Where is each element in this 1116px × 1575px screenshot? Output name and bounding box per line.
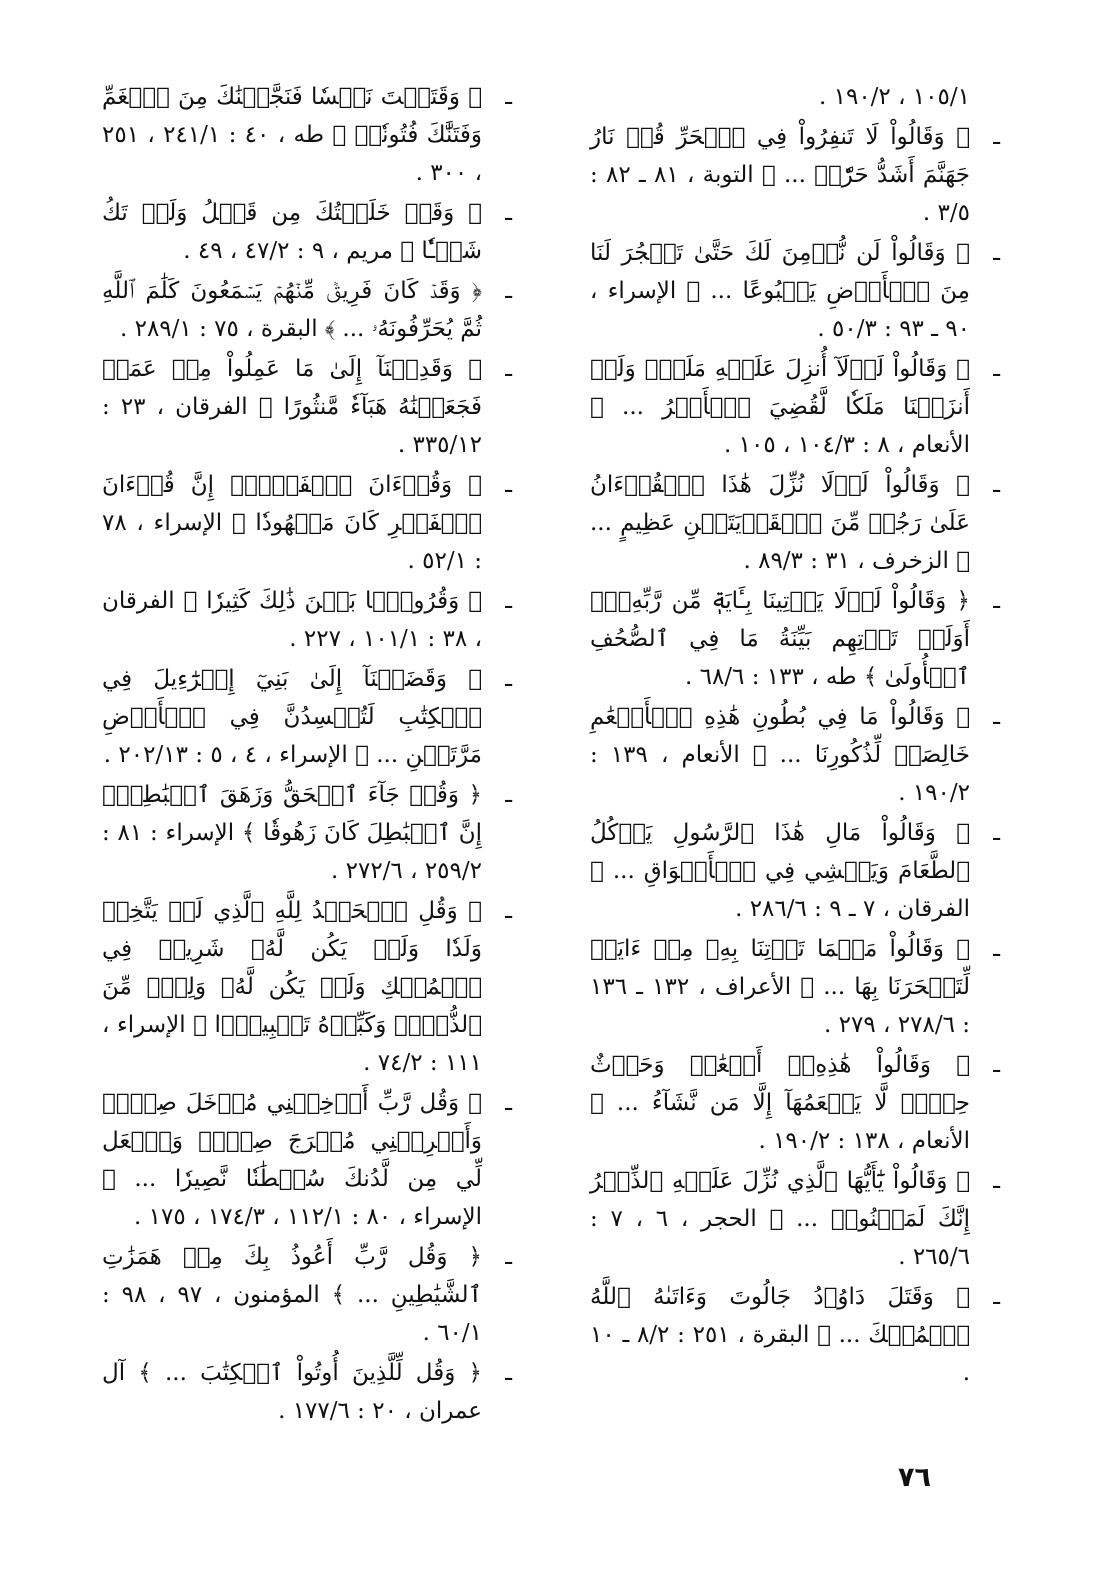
index-entry: ـ ﴿ وَقَدۡ كَانَ فَرِيقٞ مِّنۡهُمۡ يَسۡمَعُونَ كَلَٰمَ ٱللَّهِ ثُمَّ يُحَرِّفُونَهُۥ ... ﴾ البقرة ، ٧٥ : ٢٨٩/١ . bbox=[102, 278, 512, 342]
entry-text: ﴿ وَقُل رَّبِّ أَعُوذُ بِكَ مِنۡ هَمَزَٰتِ ٱلشَّيَٰطِينِ ... ﴾ المؤمنون ، ٩٧ ، ٩٨ : ٦٠/١ . bbox=[102, 1244, 482, 1346]
index-entry: ـ ﴿ وَقَالُواْ لَوۡلَا يَأۡتِينَا بِـَٔايَةٖ مِّن رَّبِّهِۦٓۚ أَوَلَمۡ تَأۡتِهِم بَيِّنَةُ مَا فِي ٱلصُّحُفِ ٱلۡأُولَىٰ ﴾ طه ، ١٣٣ : ٦٨/٦ . bbox=[590, 588, 1000, 690]
entry-text: ﴿ وَقَالُواْ مَهۡمَا تَأۡتِنَا بِهِۦ مِنۡ ءَايَةٖ لِّتَسۡحَرَنَا بِهَا ... ﴾ الأعراف ، ١٣٢ ـ ١٣٦ : ٢٧٨/٦ ، ٢٧٩ . bbox=[590, 936, 970, 1038]
entry-text: ﴿ وَقَدِمۡنَآ إِلَىٰ مَا عَمِلُواْ مِنۡ عَمَلٖ فَجَعَلۡنَٰهُ هَبَآءٗ مَّنثُورًا ﴾ الفرقان ، ٢٣ : ٣٣٥/١٢ . bbox=[102, 356, 482, 458]
entry-text: ﴿ وَقَالُواْ لَوۡلَا نُزِّلَ هَٰذَا ٱلۡقُرۡءَانُ عَلَىٰ رَجُلٖ مِّنَ ٱلۡقَرۡيَتَيۡنِ عَظِيمٍ ... ﴾ الزخرف ، ٣١ : ٨٩/٣ . bbox=[590, 472, 970, 574]
index-entry: ـ ﴿ وَقُلِ ٱلۡحَمۡدُ لِلَّهِ ٱلَّذِي لَمۡ يَتَّخِذۡ وَلَدٗا وَلَمۡ يَكُن لَّهُۥ شَرِيكٞ فِي ٱلۡمُلۡكِ وَلَمۡ يَكُن لَّهُۥ وَلِيّٞ مِّنَ ٱلذُّلِّۖ وَكَبِّرۡهُ تَكۡبِيرَۢا ﴾ الإسراء ، ١١١ : ٧٤/٢ . bbox=[102, 898, 512, 1076]
index-entry: ـ ﴿ وَقَالُواْ مَا فِي بُطُونِ هَٰذِهِ ٱلۡأَنۡعَٰمِ خَالِصَةٞ لِّذُكُورِنَا ... ﴾ الأنعام ، ١٣٩ : ١٩٠/٢ . bbox=[590, 704, 1000, 806]
index-entry: ـ ﴿ وَقَضَيۡنَآ إِلَىٰ بَنِيٓ إِسۡرَٰٓءِيلَ فِي ٱلۡكِتَٰبِ لَتُفۡسِدُنَّ فِي ٱلۡأَرۡضِ مَرَّتَيۡنِ ... ﴾ الإسراء ، ٤ ، ٥ : ٢٠٢/١٣ . bbox=[102, 666, 512, 768]
index-entry: ـ ﴿ وَقَالُواْ يَٰٓأَيُّهَا ٱلَّذِي نُزِّلَ عَلَيۡهِ ٱلذِّكۡرُ إِنَّكَ لَمَجۡنُونٞ ... ﴾ الحجر ، ٦ ، ٧ : ٢٦٥/٦ . bbox=[590, 1168, 1000, 1270]
entry-text: ﴿ وَقُلۡ جَآءَ ٱلۡحَقُّ وَزَهَقَ ٱلۡبَٰطِلُۚ إِنَّ ٱلۡبَٰطِلَ كَانَ زَهُوقٗا ﴾ الإسراء : ٨١ : ٢٥٩/٢ ، ٢٧٢/٦ . bbox=[102, 782, 482, 884]
index-entry: ـ ﴿ وَقَالُواْ هَٰذِهِۦٓ أَنۡعَٰمٞ وَحَرۡثٌ حِجۡرٞ لَّا يَطۡعَمُهَآ إِلَّا مَن نَّشَآءُ ... ﴾ الأنعام ، ١٣٨ : ١٩٠/٢ . bbox=[590, 1052, 1000, 1154]
entry-text: ﴿ وَقَدۡ خَلَقۡتُكَ مِن قَبۡلُ وَلَمۡ تَكُ شَيۡـٔٗا ﴾ مريم ، ٩ : ٤٧/٢ ، ٤٩ . bbox=[102, 200, 482, 264]
index-entry: ـ ﴿ وَقَالُواْ لَوۡلَآ أُنزِلَ عَلَيۡهِ مَلَكٞۖ وَلَوۡ أَنزَلۡنَا مَلَكٗا لَّقُضِيَ ٱلۡأَمۡرُ ... ﴾ الأنعام ، ٨ : ١٠٤/٣ ، ١٠٥ . bbox=[590, 356, 1000, 458]
page-number: ٧٦ bbox=[898, 1462, 931, 1493]
entry-text: ﴿ وَقَالُواْ هَٰذِهِۦٓ أَنۡعَٰمٞ وَحَرۡثٌ حِجۡرٞ لَّا يَطۡعَمُهَآ إِلَّا مَن نَّشَآءُ ... ﴾ الأنعام ، ١٣٨ : ١٩٠/٢ . bbox=[590, 1052, 970, 1154]
entry-text: ﴿ وَقَالُواْ مَالِ هَٰذَا ٱلرَّسُولِ يَأۡكُلُ ٱلطَّعَامَ وَيَمۡشِي فِي ٱلۡأَسۡوَاقِ ... ﴾ الفرقان ، ٧ ـ ٩ : ٢٨٦/٦ . bbox=[590, 820, 970, 922]
index-entry: ـ ﴿ وَقَالُواْ مَالِ هَٰذَا ٱلرَّسُولِ يَأۡكُلُ ٱلطَّعَامَ وَيَمۡشِي فِي ٱلۡأَسۡوَاقِ ... ﴾ الفرقان ، ٧ ـ ٩ : ٢٨٦/٦ . bbox=[590, 820, 1000, 922]
index-entry: ـ ﴿ وَقَدِمۡنَآ إِلَىٰ مَا عَمِلُواْ مِنۡ عَمَلٖ فَجَعَلۡنَٰهُ هَبَآءٗ مَّنثُورًا ﴾ الفرقان ، ٢٣ : ٣٣٥/١٢ . bbox=[102, 356, 512, 458]
index-entry: ـ ﴿ وَقُرُونَۢا بَيۡنَ ذَٰلِكَ كَثِيرٗا ﴾ الفرقان ، ٣٨ : ١٠١/١ ، ٢٢٧ . bbox=[102, 588, 512, 652]
index-entry: ـ ﴿ وَقُل لِّلَّذِينَ أُوتُواْ ٱلۡكِتَٰبَ ... ﴾ آل عمران ، ٢٠ : ١٧٧/٦ . bbox=[102, 1360, 512, 1424]
index-entry: ـ ﴿ وَقَالُواْ مَهۡمَا تَأۡتِنَا بِهِۦ مِنۡ ءَايَةٖ لِّتَسۡحَرَنَا بِهَا ... ﴾ الأعراف ، ١٣٢ ـ ١٣٦ : ٢٧٨/٦ ، ٢٧٩ . bbox=[590, 936, 1000, 1038]
entry-text: ﴿ وَقَالُواْ لَن نُّؤۡمِنَ لَكَ حَتَّىٰ تَفۡجُرَ لَنَا مِنَ ٱلۡأَرۡضِ يَنۢبُوعًا ... ﴾ الإسراء ، ٩٠ ـ ٩٣ : ٥٠/٣ . bbox=[590, 240, 970, 342]
index-entry: ـ ﴿ وَقُلۡ جَآءَ ٱلۡحَقُّ وَزَهَقَ ٱلۡبَٰطِلُۚ إِنَّ ٱلۡبَٰطِلَ كَانَ زَهُوقٗا ﴾ الإسراء : ٨١ : ٢٥٩/٢ ، ٢٧٢/٦ . bbox=[102, 782, 512, 884]
index-entry: ـ ﴿ وَقَتَلۡتَ نَفۡسٗا فَنَجَّيۡنَٰكَ مِنَ ٱلۡغَمِّ وَفَتَنَّٰكَ فُتُونٗاۚ ﴾ طه ، ٤٠ : ٢٤١/١ ، ٢٥١ ، ٣٠٠ . bbox=[102, 84, 512, 186]
index-entry: ـ ﴿ وَقُرۡءَانَ ٱلۡفَجۡرِۖ إِنَّ قُرۡءَانَ ٱلۡفَجۡرِ كَانَ مَشۡهُودٗا ﴾ الإسراء ، ٧٨ : ٥٢/١ . bbox=[102, 472, 512, 574]
entry-text: ﴿ وَقُلِ ٱلۡحَمۡدُ لِلَّهِ ٱلَّذِي لَمۡ يَتَّخِذۡ وَلَدٗا وَلَمۡ يَكُن لَّهُۥ شَرِيكٞ فِي ٱلۡمُلۡكِ وَلَمۡ يَكُن لَّهُۥ وَلِيّٞ مِّنَ ٱلذُّلِّۖ وَكَبِّرۡهُ تَكۡبِيرَۢا ﴾ الإسراء ، ١١١ : ٧٤/٢ . bbox=[102, 898, 482, 1076]
entry-text: ﴿ وَقَالُواْ لَا تَنفِرُواْ فِي ٱلۡحَرِّ قُلۡ نَارُ جَهَنَّمَ أَشَدُّ حَرّٗاۚ ... ﴾ التوبة ، ٨١ ـ ٨٢ : ٣/٥ . bbox=[590, 124, 970, 226]
index-entry: ـ ﴿ وَقَالُواْ لَوۡلَا نُزِّلَ هَٰذَا ٱلۡقُرۡءَانُ عَلَىٰ رَجُلٖ مِّنَ ٱلۡقَرۡيَتَيۡنِ عَظِيمٍ ... ﴾ الزخرف ، ٣١ : ٨٩/٣ . bbox=[590, 472, 1000, 574]
entry-text: ﴿ وَقُرُونَۢا بَيۡنَ ذَٰلِكَ كَثِيرٗا ﴾ الفرقان ، ٣٨ : ١٠١/١ ، ٢٢٧ . bbox=[102, 588, 482, 652]
index-entry: ـ ﴿ وَقُل رَّبِّ أَعُوذُ بِكَ مِنۡ هَمَزَٰتِ ٱلشَّيَٰطِينِ ... ﴾ المؤمنون ، ٩٧ ، ٩٨ : ٦٠/١ . bbox=[102, 1244, 512, 1346]
entry-text: ﴿ وَقُل رَّبِّ أَدۡخِلۡنِي مُدۡخَلَ صِدۡقٖ وَأَخۡرِجۡنِي مُخۡرَجَ صِدۡقٖ وَٱجۡعَل لِّي مِن لَّدُنكَ سُلۡطَٰنٗا نَّصِيرٗا ... ﴾ الإسراء ، ٨٠ : ١١٢/١ ، ١٧٤/٣ ، ١٧٥ . bbox=[102, 1090, 482, 1230]
entry-text: ﴿ وَقُرۡءَانَ ٱلۡفَجۡرِۖ إِنَّ قُرۡءَانَ ٱلۡفَجۡرِ كَانَ مَشۡهُودٗا ﴾ الإسراء ، ٧٨ : ٥٢/١ . bbox=[102, 472, 482, 574]
index-entry: ـ ﴿ وَقَدۡ خَلَقۡتُكَ مِن قَبۡلُ وَلَمۡ تَكُ شَيۡـٔٗا ﴾ مريم ، ٩ : ٤٧/٢ ، ٤٩ . bbox=[102, 200, 512, 264]
index-entry: ـ ﴿ وَقُل رَّبِّ أَدۡخِلۡنِي مُدۡخَلَ صِدۡقٖ وَأَخۡرِجۡنِي مُخۡرَجَ صِدۡقٖ وَٱجۡعَل لِّي مِن لَّدُنكَ سُلۡطَٰنٗا نَّصِيرٗا ... ﴾ الإسراء ، ٨٠ : ١١٢/١ ، ١٧٤/٣ ، ١٧٥ . bbox=[102, 1090, 512, 1230]
index-entry: ـ ﴿ وَقَالُواْ لَن نُّؤۡمِنَ لَكَ حَتَّىٰ تَفۡجُرَ لَنَا مِنَ ٱلۡأَرۡضِ يَنۢبُوعًا ... ﴾ الإسراء ، ٩٠ ـ ٩٣ : ٥٠/٣ . bbox=[590, 240, 1000, 342]
entry-text: ﴿ وَقَالُواْ مَا فِي بُطُونِ هَٰذِهِ ٱلۡأَنۡعَٰمِ خَالِصَةٞ لِّذُكُورِنَا ... ﴾ الأنعام ، ١٣٩ : ١٩٠/٢ . bbox=[590, 704, 970, 806]
entry-text: ﴿ وَقَالُواْ لَوۡلَآ أُنزِلَ عَلَيۡهِ مَلَكٞۖ وَلَوۡ أَنزَلۡنَا مَلَكٗا لَّقُضِيَ ٱلۡأَمۡرُ ... ﴾ الأنعام ، ٨ : ١٠٤/٣ ، ١٠٥ . bbox=[590, 356, 970, 458]
entry-text: ﴿ وَقَالُواْ لَوۡلَا يَأۡتِينَا بِـَٔايَةٖ مِّن رَّبِّهِۦٓۚ أَوَلَمۡ تَأۡتِهِم بَيِّنَةُ مَا فِي ٱلصُّحُفِ ٱلۡأُولَىٰ ﴾ طه ، ١٣٣ : ٦٨/٦ . bbox=[590, 588, 970, 690]
index-entry: ـ ﴿ وَقَتَلَ دَاوُۥدُ جَالُوتَ وَءَاتَىٰهُ ٱللَّهُ ٱلۡمُلۡكَ ... ﴾ البقرة ، ٢٥١ : ٨/٢ ـ ١٠ . bbox=[590, 1284, 1000, 1386]
entry-text: ﴿ وَقَتَلۡتَ نَفۡسٗا فَنَجَّيۡنَٰكَ مِنَ ٱلۡغَمِّ وَفَتَنَّٰكَ فُتُونٗاۚ ﴾ طه ، ٤٠ : ٢٤١/١ ، ٢٥١ ، ٣٠٠ . bbox=[102, 84, 483, 186]
entry-text: ﴿ وَقَتَلَ دَاوُۥدُ جَالُوتَ وَءَاتَىٰهُ ٱللَّهُ ٱلۡمُلۡكَ ... ﴾ البقرة ، ٢٥١ : ٨/٢ ـ ١٠ . bbox=[590, 1284, 970, 1386]
index-entry: ـ ﴿ وَقَالُواْ لَا تَنفِرُواْ فِي ٱلۡحَرِّ قُلۡ نَارُ جَهَنَّمَ أَشَدُّ حَرّٗاۚ ... ﴾ التوبة ، ٨١ ـ ٨٢ : ٣/٥ . bbox=[590, 124, 1000, 226]
index-column-right bbox=[590, 78, 1000, 1394]
entry-text: ﴿ وَقَضَيۡنَآ إِلَىٰ بَنِيٓ إِسۡرَٰٓءِيلَ فِي ٱلۡكِتَٰبِ لَتُفۡسِدُنَّ فِي ٱلۡأَرۡضِ مَرَّتَيۡنِ ... ﴾ الإسراء ، ٤ ، ٥ : ٢٠٢/١٣ . bbox=[102, 666, 482, 768]
entry-text: ﴿ وَقَدۡ كَانَ فَرِيقٞ مِّنۡهُمۡ يَسۡمَعُونَ كَلَٰمَ ٱللَّهِ ثُمَّ يُحَرِّفُونَهُۥ ... ﴾ البقرة ، ٧٥ : ٢٨٩/١ . bbox=[102, 278, 482, 342]
entry-text: ﴿ وَقَالُواْ يَٰٓأَيُّهَا ٱلَّذِي نُزِّلَ عَلَيۡهِ ٱلذِّكۡرُ إِنَّكَ لَمَجۡنُونٞ ... ﴾ الحجر ، ٦ ، ٧ : ٢٦٥/٦ . bbox=[590, 1168, 971, 1270]
entry-text: ﴿ وَقُل لِّلَّذِينَ أُوتُواْ ٱلۡكِتَٰبَ ... ﴾ آل عمران ، ٢٠ : ١٧٧/٦ . bbox=[102, 1360, 482, 1424]
continued-entry: ١٠٥/١ ، ١٩٠/٢ . bbox=[818, 84, 970, 110]
index-column-left bbox=[102, 78, 512, 1432]
